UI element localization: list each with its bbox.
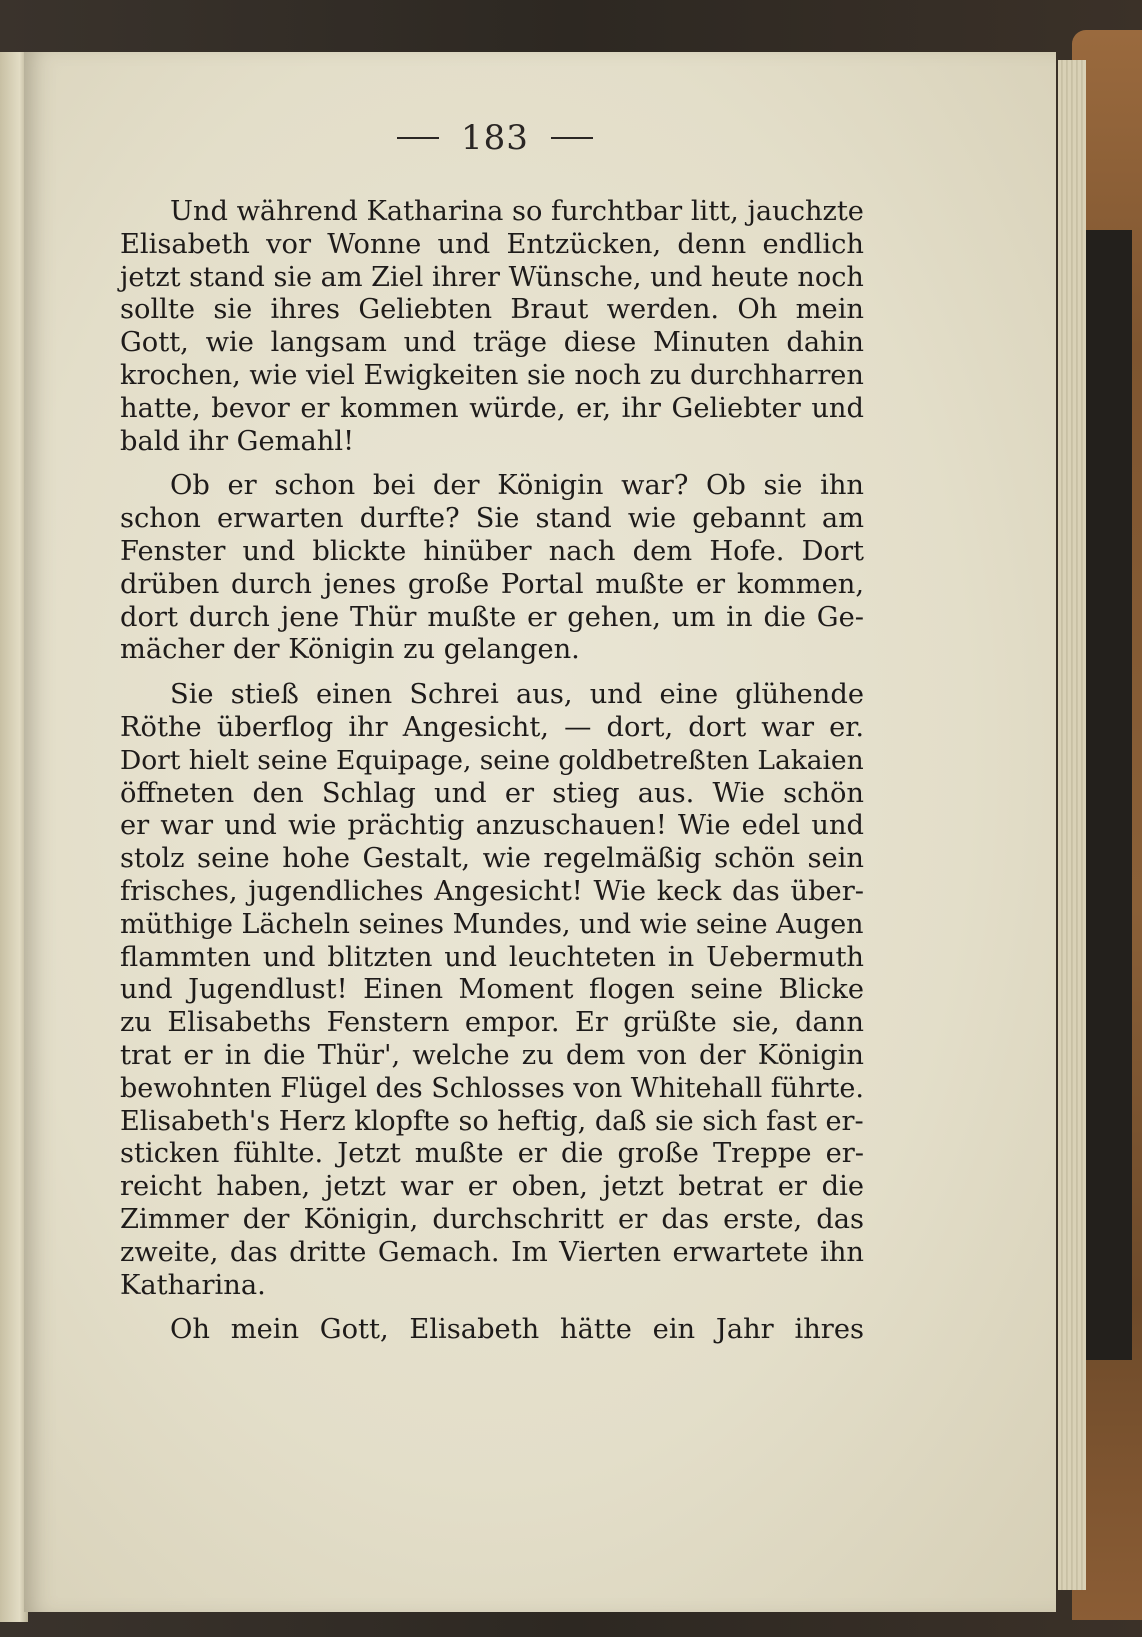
binding-shadow — [1082, 230, 1132, 1360]
text-line: Oh mein Gott, Elisabeth hätte ein Jahr ihres — [170, 1314, 864, 1346]
text-line: frisches, jugendliches Angesicht! Wie keck das über- — [120, 875, 864, 907]
header-dash-right — [551, 137, 593, 139]
paragraph-3 — [120, 679, 864, 1302]
text-line: Elisabeth's Herz klopfte so heftig, daß sie sich fast er- — [120, 1105, 864, 1137]
text-line: bald ihr Gemahl! — [120, 425, 355, 457]
text-line: Elisabeth vor Wonne und Entzücken, denn endlich — [120, 228, 864, 260]
paragraph-1 — [120, 196, 864, 458]
body-text — [120, 196, 864, 1347]
text-line: Zimmer der Königin, durchschritt er das erste, das — [120, 1203, 864, 1235]
text-line: Katharina. — [120, 1269, 266, 1301]
text-line: schon erwarten durfte? Sie stand wie gebannt am — [120, 503, 864, 535]
text-line: bewohnten Flügel des Schlosses von Whitehall führte. — [120, 1072, 864, 1104]
text-line: Und während Katharina so furchtbar litt, jauchzte — [170, 196, 864, 227]
text-line: Dort hielt seine Equipage, seine goldbetreßten Lakaien — [120, 744, 864, 776]
text-line: reicht haben, jetzt war er oben, jetzt betrat er die — [120, 1171, 864, 1203]
page-stack-edges — [1058, 60, 1086, 1590]
text-line: sticken fühlte. Jetzt mußte er die große Treppe er- — [120, 1138, 864, 1170]
text-line: öffneten den Schlag und er stieg aus. Wie schön — [120, 777, 864, 809]
page-header — [380, 118, 610, 158]
paragraph-4 — [120, 1314, 864, 1347]
page-number: 183 — [461, 118, 529, 158]
text-line: Fenster und blickte hinüber nach dem Hofe. Dort — [120, 535, 864, 567]
text-line: drüben durch jenes große Portal mußte er kommen, — [120, 568, 864, 600]
text-line: krochen, wie viel Ewigkeiten sie noch zu durchharren — [120, 359, 864, 391]
text-line: Röthe überflog ihr Angesicht, — dort, dort war er. — [120, 711, 864, 743]
text-line: müthige Lächeln seines Mundes, und wie seine Augen — [120, 908, 864, 940]
text-line: mächer der Königin zu gelangen. — [120, 634, 580, 666]
text-line: flammten und blitzten und leuchteten in Uebermuth — [120, 941, 864, 973]
header-dash-left — [397, 137, 439, 139]
text-line: zweite, das dritte Gemach. Im Vierten erwartete ihn — [120, 1236, 864, 1268]
text-line: und Jugendlust! Einen Moment flogen seine Blicke — [120, 974, 864, 1006]
text-line: sollte sie ihres Geliebten Braut werden. Oh mein — [120, 294, 864, 326]
text-line: dort durch jene Thür mußte er gehen, um in die Ge- — [120, 601, 864, 633]
text-line: stolz seine hohe Gestalt, wie regelmäßig schön sein — [120, 843, 864, 875]
text-line: zu Elisabeths Fenstern empor. Er grüßte sie, dann — [120, 1007, 864, 1039]
text-line: hatte, bevor er kommen würde, er, ihr Geliebter und — [120, 392, 864, 424]
text-line: Ob er schon bei der Königin war? Ob sie ihn — [170, 470, 864, 502]
text-line: trat er in die Thür', welche zu dem von der Königin — [120, 1039, 864, 1071]
text-line: jetzt stand sie am Ziel ihrer Wünsche, und heute noch — [120, 261, 864, 293]
paragraph-2 — [120, 470, 864, 667]
text-line: Gott, wie langsam und träge diese Minuten dahin — [120, 327, 864, 359]
text-line: Sie stieß einen Schrei aus, und eine glühende — [170, 679, 864, 711]
text-line: er war und wie prächtig anzuschauen! Wie edel und — [120, 810, 864, 842]
